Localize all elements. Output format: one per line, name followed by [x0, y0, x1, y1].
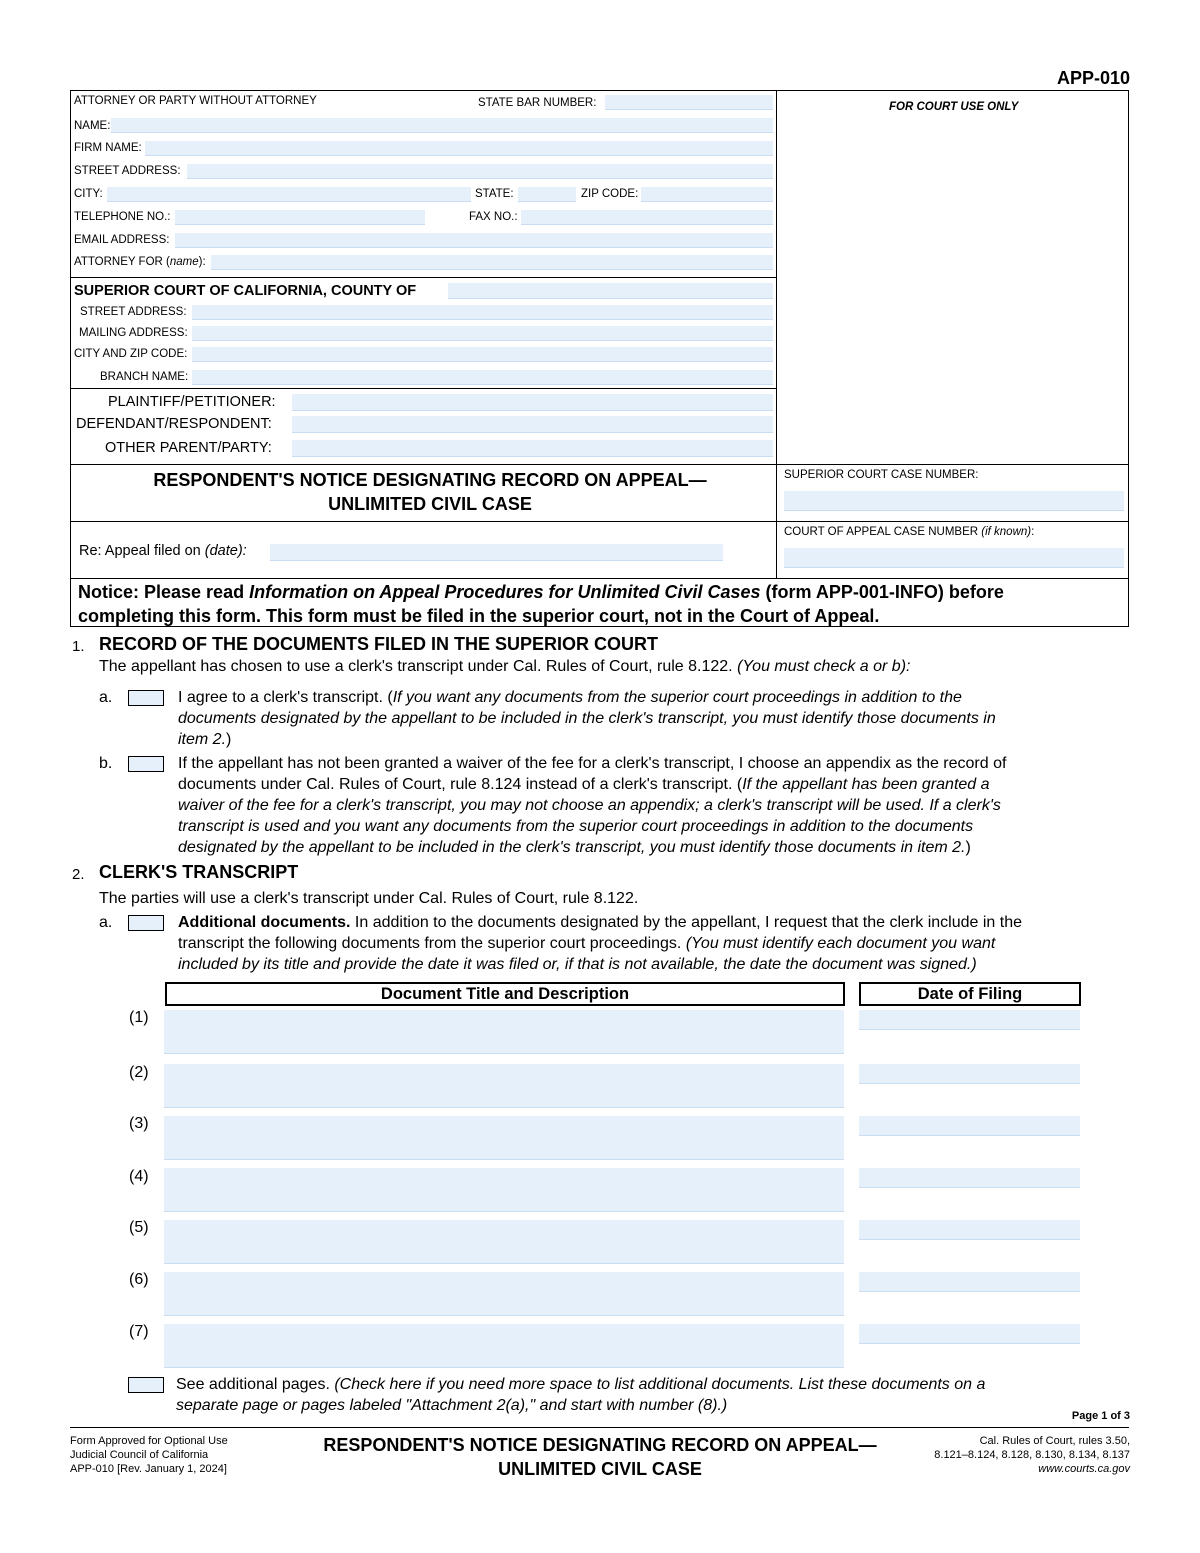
- document-title-input[interactable]: [164, 1324, 844, 1368]
- section1-intro-text: The appellant has chosen to use a clerk's transcript under Cal. Rules of Court, rule 8.122.: [99, 658, 738, 675]
- section1-b-italic2: If the appellant has been granted a: [742, 776, 990, 793]
- document-date-input[interactable]: [859, 1010, 1080, 1030]
- see-additional-text: [176, 1374, 985, 1416]
- footer-left-line1: Form Approved for Optional Use: [70, 1435, 228, 1447]
- footer-title: [290, 1433, 910, 1481]
- page-number: Page 1 of 3: [1071, 1410, 1130, 1422]
- section1-a-italic2: documents designated by the appellant to be included in the clerk's transcript, you must identify those documents in: [178, 710, 996, 727]
- footer-divider: [70, 1427, 1129, 1428]
- column-header-title: Document Title and Description: [165, 982, 845, 1006]
- form-id: APP-010: [1056, 68, 1130, 88]
- footer-title-line2: UNLIMITED CIVIL CASE: [498, 1459, 702, 1479]
- notice-form-title: Information on Appeal Procedures for Unlimited Civil Cases: [249, 582, 761, 602]
- other-party-input[interactable]: [292, 440, 773, 457]
- other-party-label: OTHER PARENT/PARTY:: [105, 440, 272, 456]
- notice-line2: completing this form. This form must be filed in the superior court, not in the Court of Appeal.: [78, 606, 880, 626]
- divider: [70, 578, 1129, 579]
- section1-a-checkbox[interactable]: [128, 690, 164, 706]
- attorney-header: ATTORNEY OR PARTY WITHOUT ATTORNEY: [74, 95, 317, 107]
- re-appeal-italic: (date):: [204, 543, 247, 559]
- row-number: (3): [129, 1115, 149, 1132]
- section1-intro: [99, 656, 910, 677]
- document-date-input[interactable]: [859, 1324, 1080, 1344]
- section1-b-text2: documents under Cal. Rules of Court, rule 8.124 instead of a clerk's transcript. (: [178, 776, 743, 793]
- section2-a-italic2: (You must identify each document you want: [685, 935, 996, 952]
- section2-number: 2.: [72, 866, 85, 883]
- email-input[interactable]: [175, 233, 773, 248]
- section1-b-line2: [178, 774, 1006, 795]
- footer-left: [70, 1434, 228, 1476]
- row-number: (5): [129, 1219, 149, 1236]
- attorney-for-input[interactable]: [211, 255, 773, 270]
- fax-label: FAX NO.:: [469, 211, 518, 223]
- section2-a-text1: In addition to the documents designated by the appellant, I request that the clerk include in the: [350, 914, 1023, 931]
- notice: [78, 580, 1126, 628]
- section2-a-italic3: included by its title and provide the date it was filed or, if that is not available, the date the document was signed.): [178, 956, 977, 973]
- appeal-case-italic: (if known): [981, 526, 1032, 538]
- section1-b-italic3: waiver of the fee for a clerk's transcript, you may not choose an appendix; a clerk's transcript will be used. If a clerk's: [178, 797, 1001, 814]
- re-appeal-label: [79, 543, 247, 559]
- fax-input[interactable]: [521, 210, 773, 225]
- document-title-input[interactable]: [164, 1272, 844, 1316]
- zip-label: ZIP CODE:: [581, 188, 639, 200]
- name-input[interactable]: [111, 118, 773, 133]
- attorney-for-suffix: ):: [198, 256, 206, 268]
- courts-website-link[interactable]: www.courts.ca.gov: [1038, 1463, 1130, 1475]
- document-date-input[interactable]: [859, 1220, 1080, 1240]
- see-additional-italic2: separate page or pages labeled "Attachment 2(a)," and start with number (8).): [176, 1397, 728, 1414]
- attorney-for-prefix: ATTORNEY FOR (: [74, 256, 170, 268]
- divider: [70, 521, 1129, 522]
- see-additional-pages-checkbox[interactable]: [128, 1377, 164, 1393]
- document-date-input[interactable]: [859, 1168, 1080, 1188]
- form-title-line2: UNLIMITED CIVIL CASE: [328, 494, 532, 514]
- court-branch-input[interactable]: [192, 370, 773, 385]
- appeal-case-suffix: :: [1031, 526, 1035, 538]
- form-title-line1: RESPONDENT'S NOTICE DESIGNATING RECORD ON APPEAL—: [153, 470, 707, 490]
- section2-a-line2: [178, 933, 1022, 954]
- section1-a-line3: [178, 729, 996, 750]
- state-bar-label: STATE BAR NUMBER:: [478, 97, 597, 109]
- section1-b-close: ): [965, 839, 971, 856]
- footer-right-line1: Cal. Rules of Court, rules 3.50,: [979, 1435, 1130, 1447]
- superior-case-input[interactable]: [784, 491, 1124, 511]
- divider: [70, 277, 777, 278]
- appeal-case-prefix: COURT OF APPEAL CASE NUMBER: [784, 526, 982, 538]
- section1-a-text: [178, 687, 996, 750]
- document-date-input[interactable]: [859, 1116, 1080, 1136]
- row-number: (7): [129, 1323, 149, 1340]
- see-additional-lead: See additional pages.: [176, 1376, 335, 1393]
- court-title: SUPERIOR COURT OF CALIFORNIA, COUNTY OF: [74, 283, 417, 299]
- section1-b-line1: If the appellant has not been granted a waiver of the fee for a clerk's transcript, I choose an appendix as the record of: [178, 755, 1007, 772]
- section2-a-line1: [178, 912, 1022, 933]
- form-title: [70, 468, 790, 516]
- phone-label: TELEPHONE NO.:: [74, 211, 171, 223]
- county-input[interactable]: [448, 283, 773, 299]
- court-cityzip-input[interactable]: [192, 347, 773, 362]
- see-additional-line1: [176, 1374, 985, 1395]
- document-title-input[interactable]: [164, 1064, 844, 1108]
- notice-line1: [78, 580, 1126, 604]
- zip-input[interactable]: [641, 187, 773, 202]
- section2-heading: CLERK'S TRANSCRIPT: [99, 862, 299, 882]
- document-title-input[interactable]: [164, 1010, 844, 1054]
- court-street-input[interactable]: [192, 305, 773, 320]
- footer-right-line2: 8.121–8.124, 8.128, 8.130, 8.134, 8.137: [934, 1449, 1130, 1461]
- defendant-label: DEFENDANT/RESPONDENT:: [76, 416, 272, 432]
- see-additional-italic1: (Check here if you need more space to list additional documents. List these documents on a: [334, 1376, 986, 1393]
- section1-heading: RECORD OF THE DOCUMENTS FILED IN THE SUPERIOR COURT: [99, 634, 659, 654]
- divider: [70, 464, 1129, 465]
- section1-b-letter: b.: [99, 755, 113, 772]
- divider: [70, 388, 777, 389]
- section1-number: 1.: [72, 638, 85, 655]
- section2-a-checkbox[interactable]: [128, 915, 164, 931]
- document-title-input[interactable]: [164, 1116, 844, 1160]
- name-label: NAME:: [74, 120, 111, 132]
- email-label: EMAIL ADDRESS:: [74, 234, 170, 246]
- notice-part3: (form APP-001-INFO) before: [760, 582, 1004, 602]
- attorney-for-name: name: [169, 256, 199, 268]
- phone-input[interactable]: [175, 210, 425, 225]
- court-cityzip-label: CITY AND ZIP CODE:: [74, 348, 188, 360]
- section2-a-text: [178, 912, 1022, 975]
- superior-case-label: SUPERIOR COURT CASE NUMBER:: [784, 469, 979, 481]
- firm-label: FIRM NAME:: [74, 142, 142, 154]
- appeal-case-label: [784, 526, 1034, 538]
- re-appeal-prefix: Re: Appeal filed on: [79, 543, 205, 559]
- section1-a-italic1: If you want any documents from the superior court proceedings in addition to the: [392, 689, 962, 706]
- court-street-label: STREET ADDRESS:: [80, 306, 187, 318]
- notice-part1: Notice: Please read: [78, 582, 250, 602]
- section1-b-line5: [178, 837, 1006, 858]
- section1-b-text: [178, 753, 1006, 858]
- plaintiff-label: PLAINTIFF/PETITIONER:: [108, 394, 276, 410]
- footer-title-line1: RESPONDENT'S NOTICE DESIGNATING RECORD ON APPEAL—: [323, 1435, 877, 1455]
- section1-b-checkbox[interactable]: [128, 756, 164, 772]
- plaintiff-input[interactable]: [292, 394, 773, 411]
- section1-a-letter: a.: [99, 689, 113, 706]
- section1-a-italic3: item 2.: [178, 731, 227, 748]
- city-label: CITY:: [74, 188, 103, 200]
- section1-intro-italic: (You must check a or b):: [737, 658, 911, 675]
- state-label: STATE:: [475, 188, 514, 200]
- court-branch-label: BRANCH NAME:: [100, 371, 189, 383]
- section1-a-close: ): [226, 731, 232, 748]
- section2-a-text2: transcript the following documents from the superior court proceedings.: [178, 935, 686, 952]
- row-number: (6): [129, 1271, 149, 1288]
- court-mailing-input[interactable]: [192, 326, 773, 341]
- section2-a-bold: Additional documents.: [178, 914, 351, 931]
- footer-left-line2: Judicial Council of California: [70, 1449, 209, 1461]
- section1-a-line1: [178, 687, 996, 708]
- section1-b-italic4: transcript is used and you want any documents from the superior court proceedings in addition to the documents: [178, 818, 974, 835]
- appeal-case-input[interactable]: [784, 548, 1124, 568]
- court-mailing-label: MAILING ADDRESS:: [79, 327, 188, 339]
- state-bar-input[interactable]: [605, 95, 773, 110]
- appeal-date-input[interactable]: [270, 544, 723, 561]
- court-use-label: FOR COURT USE ONLY: [889, 101, 1019, 113]
- document-title-input[interactable]: [164, 1220, 844, 1264]
- street-input[interactable]: [187, 164, 773, 179]
- section2-a-letter: a.: [99, 914, 113, 931]
- section1-b-italic5: designated by the appellant to be included in the clerk's transcript, you must identify those documents in item 2.: [178, 839, 966, 856]
- section1-a-text-lead: I agree to a clerk's transcript. (: [178, 689, 393, 706]
- row-number: (2): [129, 1064, 149, 1081]
- state-input[interactable]: [518, 187, 576, 202]
- row-number: (1): [129, 1009, 149, 1026]
- footer-right: [934, 1434, 1130, 1476]
- row-number: (4): [129, 1168, 149, 1185]
- firm-input[interactable]: [145, 141, 773, 156]
- document-date-input[interactable]: [859, 1272, 1080, 1292]
- section2-intro: The parties will use a clerk's transcript under Cal. Rules of Court, rule 8.122.: [99, 890, 639, 907]
- footer-left-line3: APP-010 [Rev. January 1, 2024]: [70, 1463, 227, 1475]
- city-input[interactable]: [107, 187, 471, 202]
- defendant-input[interactable]: [292, 416, 773, 433]
- document-title-input[interactable]: [164, 1168, 844, 1212]
- column-header-date: Date of Filing: [859, 982, 1081, 1006]
- attorney-for-label: [74, 256, 206, 268]
- street-label: STREET ADDRESS:: [74, 165, 181, 177]
- document-date-input[interactable]: [859, 1064, 1080, 1084]
